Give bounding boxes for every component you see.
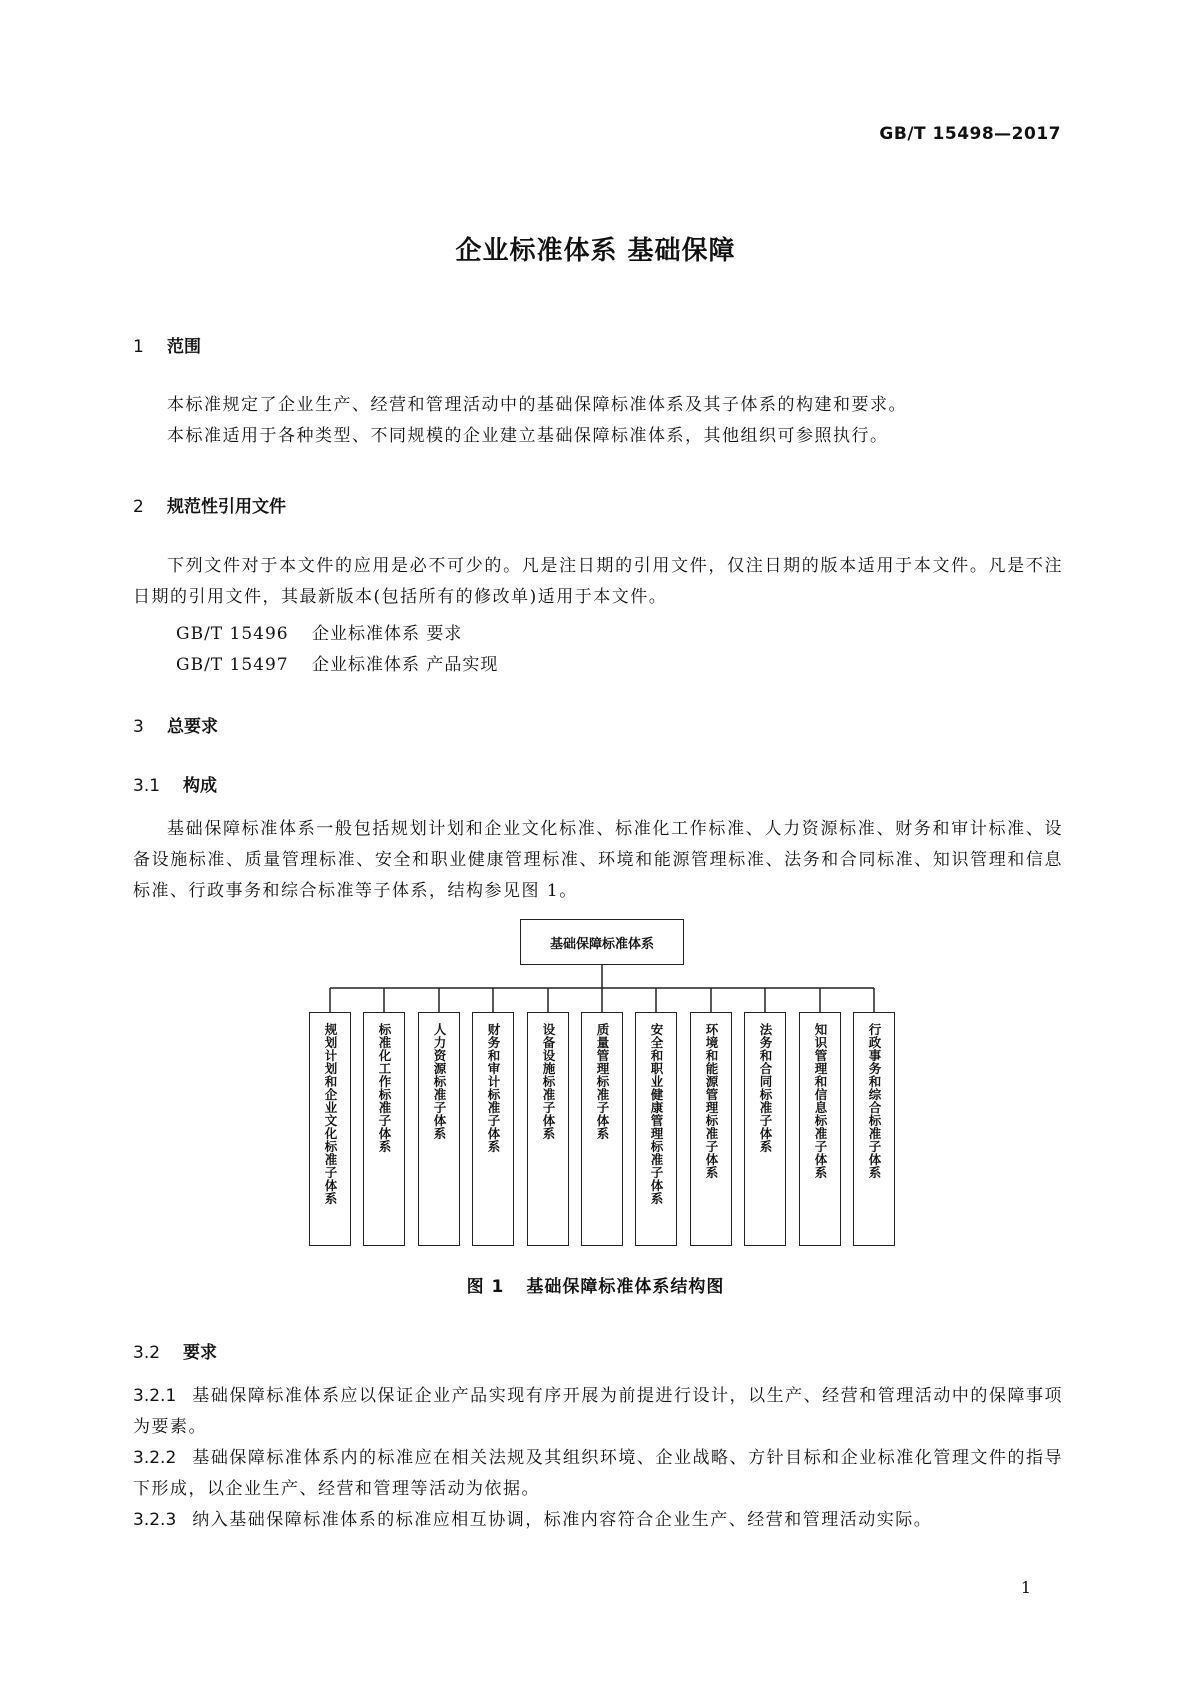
- figure-child-node: [581, 1012, 623, 1246]
- reference-code: GB/T 15496: [176, 624, 289, 644]
- standard-code: GB/T 15498—2017: [879, 124, 1061, 144]
- section-3-heading: [133, 712, 218, 737]
- paragraph: 下列文件对于本文件的应用是必不可少的。凡是注日期的引用文件，仅注日期的版本适用于本文件。凡是不注日期的引用文件，其最新版本(包括所有的修改单)适用于本文件。: [133, 556, 1063, 607]
- figure-number: 图 1: [466, 1277, 505, 1297]
- section-title: 构成: [183, 776, 217, 796]
- clause-number: 3.2.3: [133, 1510, 177, 1530]
- child-node-label: 标准化工作标准子体系: [377, 1023, 392, 1153]
- section-number: 1: [133, 337, 144, 357]
- normative-reference: [176, 650, 498, 675]
- document-title: 企业标准体系 基础保障: [455, 236, 736, 266]
- figure-child-node: [853, 1012, 895, 1246]
- clause: [133, 1381, 1063, 1443]
- child-node-label: 规划计划和企业文化标准子体系: [323, 1023, 338, 1205]
- figure-root-node: 基础保障标准体系: [520, 919, 684, 965]
- child-node-label: 安全和职业健康管理标准子体系: [649, 1023, 664, 1205]
- figure-child-node: [690, 1012, 732, 1246]
- section-title: 范围: [167, 337, 201, 357]
- figure-child-node: [363, 1012, 405, 1246]
- child-node-label: 知识管理和信息标准子体系: [813, 1023, 828, 1179]
- figure-child-node: [527, 1012, 569, 1246]
- child-node-label: 质量管理标准子体系: [595, 1023, 610, 1140]
- child-node-label: 法务和合同标准子体系: [758, 1023, 773, 1153]
- child-node-label: 行政事务和综合标准子体系: [867, 1023, 882, 1179]
- section-number: 3.1: [133, 776, 161, 796]
- clause-number: 3.2.2: [133, 1448, 177, 1468]
- clause: [133, 1443, 1063, 1505]
- section-title: 规范性引用文件: [167, 497, 286, 517]
- normative-reference: [176, 619, 462, 644]
- reference-code: GB/T 15497: [176, 655, 289, 675]
- section-number: 3: [133, 717, 144, 737]
- section-number: 3.2: [133, 1343, 161, 1363]
- section-3-1-heading: [133, 771, 217, 796]
- figure-child-node: [799, 1012, 841, 1246]
- section-number: 2: [133, 497, 144, 517]
- clause-text: 纳入基础保障标准体系的标准应相互协调，标准内容符合企业生产、经营和管理活动实际。: [192, 1510, 933, 1530]
- figure-child-node: [418, 1012, 460, 1246]
- section-title: 要求: [183, 1343, 217, 1363]
- figure-child-node: [309, 1012, 351, 1246]
- section-2-heading: [133, 492, 286, 517]
- figure-caption: [0, 1272, 1191, 1297]
- paragraph: 本标准规定了企业生产、经营和管理活动中的基础保障标准体系及其子体系的构建和要求。: [167, 395, 907, 415]
- page-number: 1: [1020, 1578, 1031, 1597]
- clause-number: 3.2.1: [133, 1386, 177, 1406]
- clause: [133, 1505, 1063, 1536]
- section-title: 总要求: [167, 717, 218, 737]
- reference-title: 企业标准体系 要求: [312, 624, 463, 644]
- paragraph: 基础保障标准体系一般包括规划计划和企业文化标准、标准化工作标准、人力资源标准、财务和审计标准、设备设施标准、质量管理标准、安全和职业健康管理标准、环境和能源管理标准、法务和合同标准、知识管理和信息标准、行政事务和综合标准等子体系，结构参见图 1。: [133, 819, 1063, 901]
- section-1-heading: [133, 332, 201, 357]
- child-node-label: 财务和审计标准子体系: [486, 1023, 501, 1153]
- child-node-label: 设备设施标准子体系: [541, 1023, 556, 1140]
- section-3-2-heading: [133, 1338, 217, 1363]
- clause-text: 基础保障标准体系内的标准应在相关法规及其组织环境、企业战略、方针目标和企业标准化管理文件的指导下形成，以企业生产、经营和管理等活动为依据。: [133, 1448, 1063, 1499]
- child-node-label: 环境和能源管理标准子体系: [704, 1023, 719, 1179]
- figure-child-node: [472, 1012, 514, 1246]
- clause-text: 基础保障标准体系应以保证企业产品实现有序开展为前提进行设计，以生产、经营和管理活动中的保障事项为要素。: [133, 1386, 1063, 1437]
- figure-child-node: [744, 1012, 786, 1246]
- figure-title: 基础保障标准体系结构图: [526, 1277, 725, 1297]
- paragraph: 本标准适用于各种类型、不同规模的企业建立基础保障标准体系，其他组织可参照执行。: [167, 426, 889, 446]
- figure-child-node: [635, 1012, 677, 1246]
- reference-title: 企业标准体系 产品实现: [312, 655, 499, 675]
- child-node-label: 人力资源标准子体系: [432, 1023, 447, 1140]
